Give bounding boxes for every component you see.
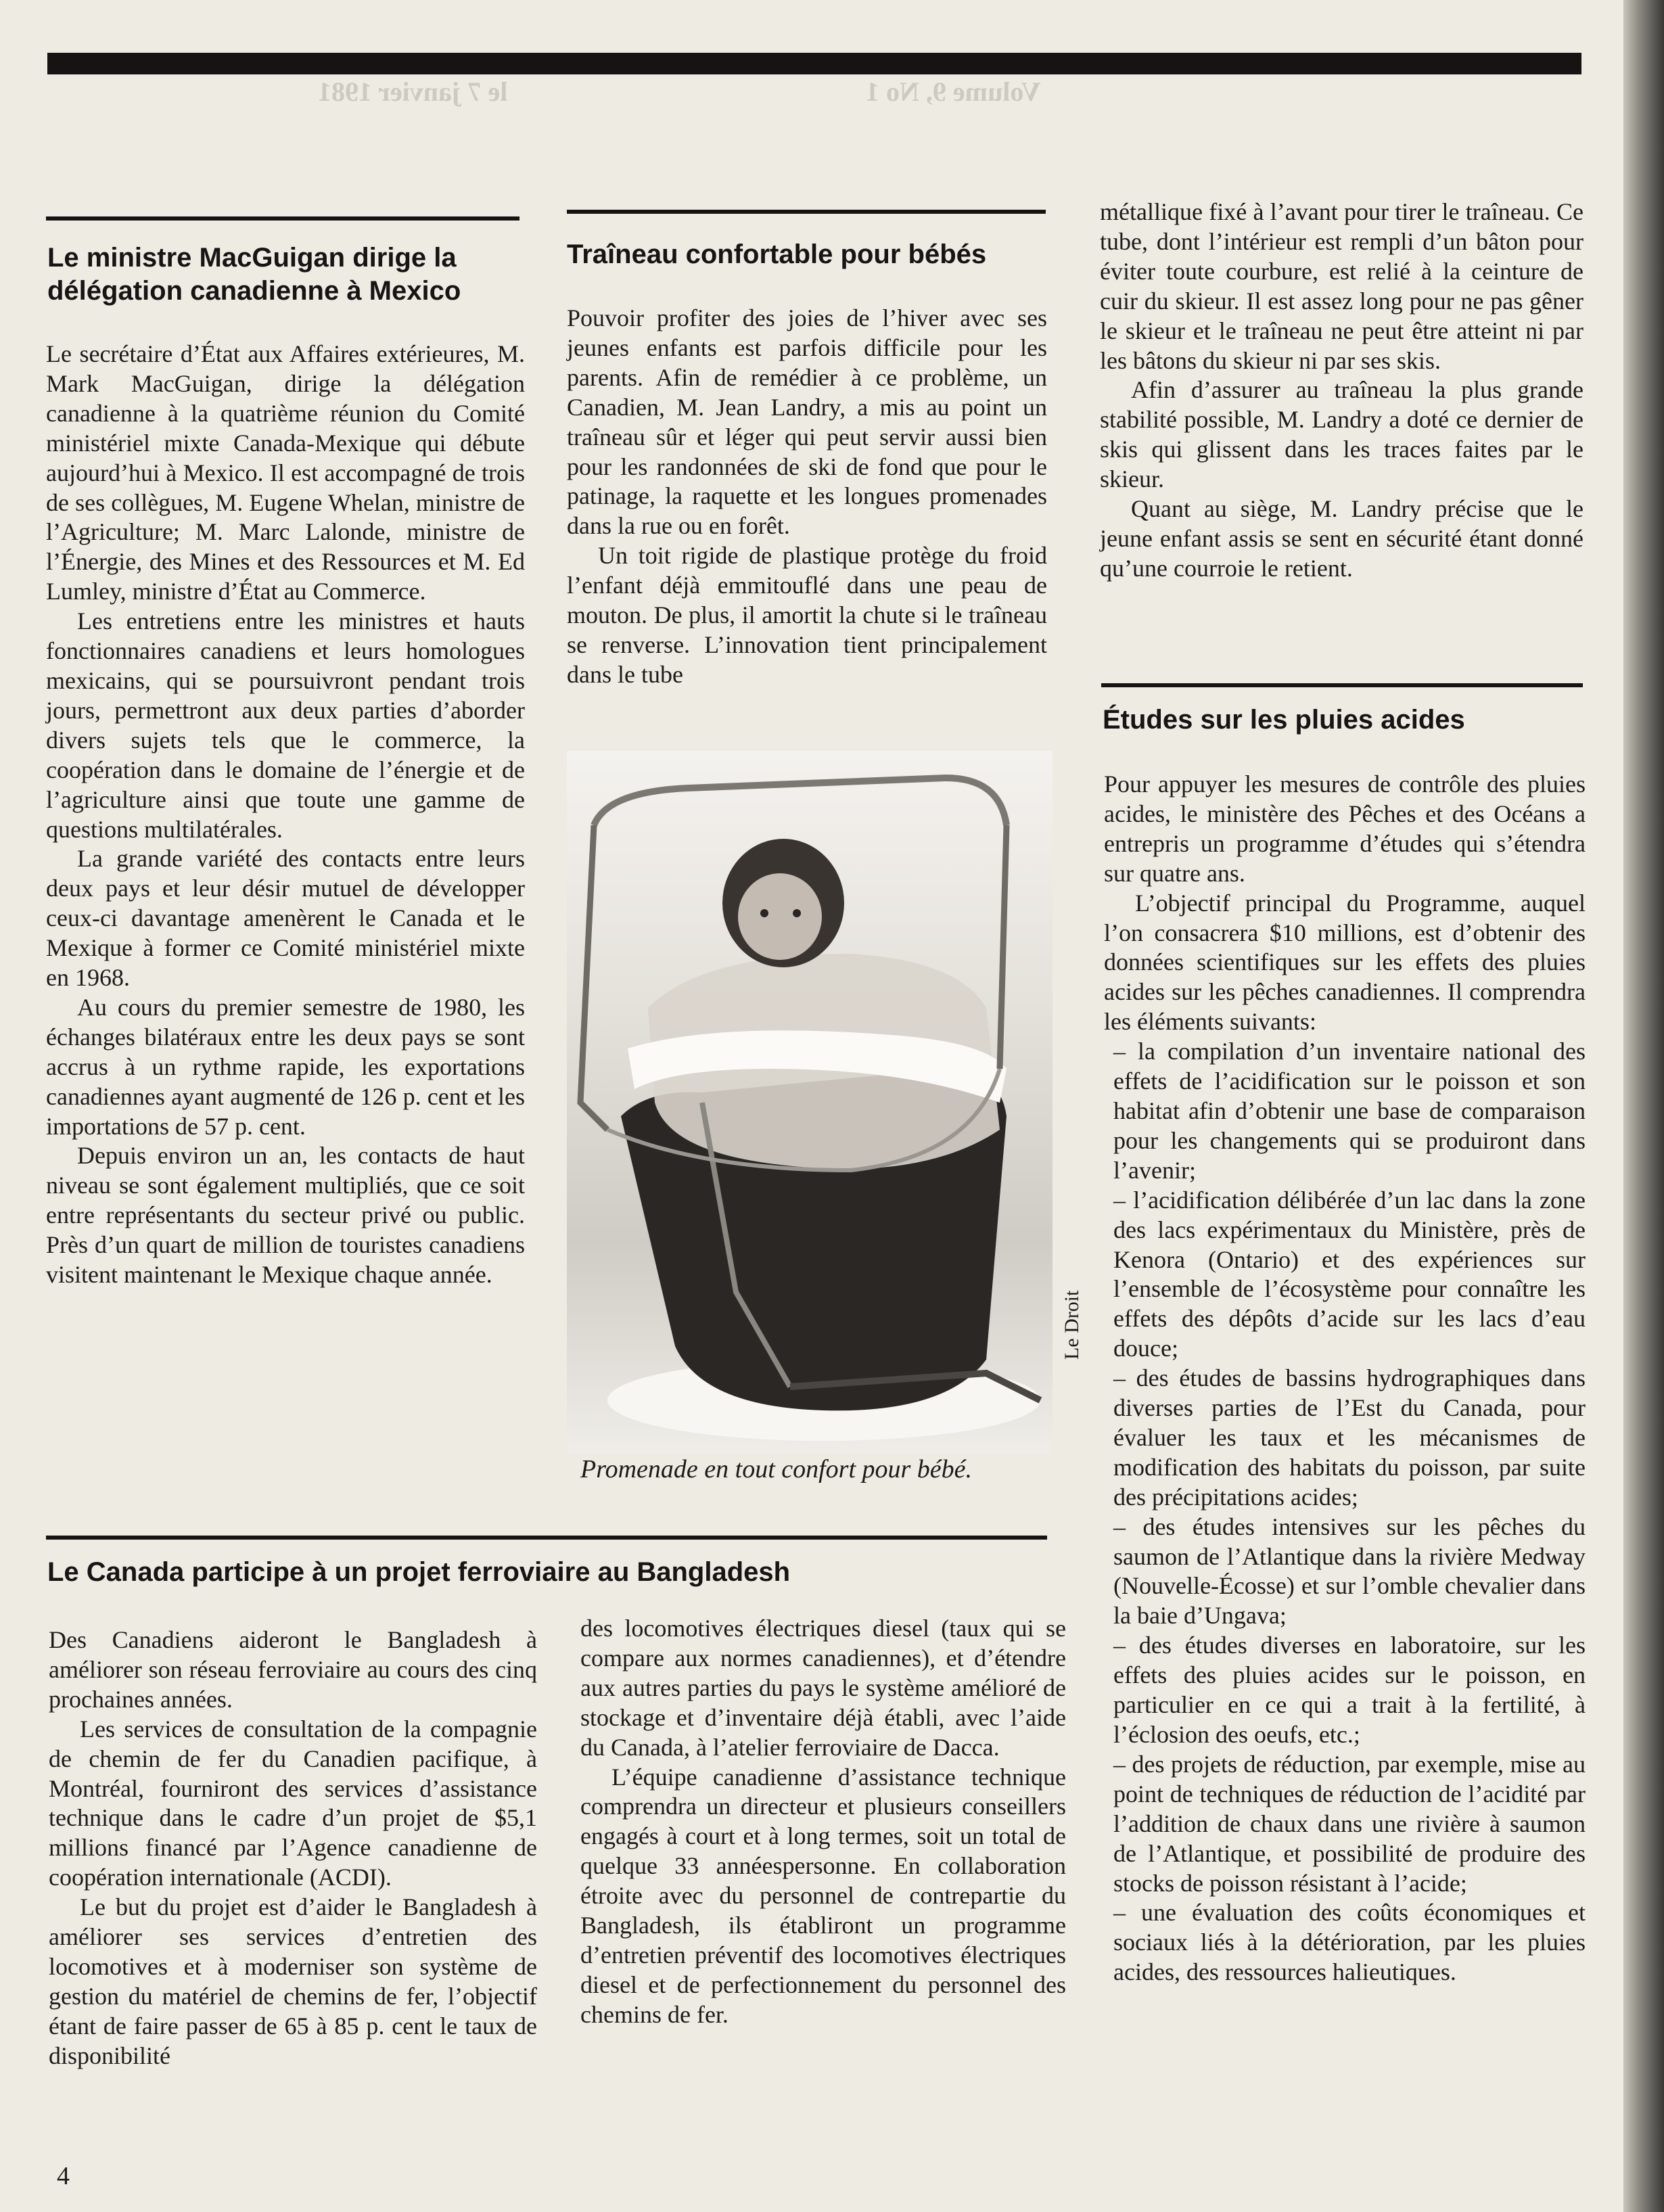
column-bangladesh-1 — [49, 1626, 537, 2071]
paragraph: Les services de consultation de la compagnie de chemin de fer du Canadien pacifique, à Montréal, fourniront des services d’assistance technique dans le cadre d’un projet de $5,1 millions financé par l’Agence canadienne de coopération internationale (ACDI). — [49, 1715, 537, 1891]
sled-illustration — [567, 751, 1053, 1453]
list-item: – des projets de réduction, par exemple, mise au point de techniques de réduction de l’acidité par l’addition de chaux dans une rivière à saumon de l’Atlantique, et possibilité de produire des stocks de poisson résistant à l’acide; — [1113, 1750, 1586, 1897]
paragraph: Quant au siège, M. Landry précise que le jeune enfant assis se sent en sécurité étant donné qu’une courroie le retient. — [1100, 495, 1584, 582]
paragraph: Le but du projet est d’aider le Bangladesh à améliorer ses services d’entretien des locomotives et à moderniser son système de gestion du matériel de chemins de fer, l’objectif étant de faire passer de 65 à 85 p. cent le taux de disponibilité — [49, 1893, 537, 2069]
page-number: 4 — [57, 2162, 70, 2190]
column-bangladesh-2 — [580, 1614, 1066, 2030]
rule-bangladesh — [46, 1536, 1047, 1540]
paragraph: Pouvoir profiter des joies de l’hiver avec ses jeunes enfants est parfois difficile pour les parents. Afin de remédier à ce problème, un Canadien, M. Jean Landry, a mis au point un traîneau sûr et léger qui peut servir aussi bien pour les randonnées de ski de fond que pour le patinage, la raquette et les longues promenades dans la rue ou en forêt. — [567, 304, 1047, 540]
list-item: – l’acidification délibérée d’un lac dans la zone des lacs expérimentaux du Ministère, près de Kenora (Ontario) et des expériences sur l’ensemble de l’écosystème pour connaître les effets des dépôts d’acide sur les lacs d’eau douce; — [1113, 1186, 1586, 1362]
headline-bangladesh: Le Canada participe à un projet ferroviaire au Bangladesh — [47, 1557, 791, 1587]
paragraph: Depuis environ un an, les contacts de haut niveau se sont également multipliés, que ce soit entre représentants du secteur privé ou public. Près d’un quart de million de touristes canadiens visitent maintenant le Mexique chaque année. — [46, 1142, 525, 1289]
headline-mexico: Le ministre MacGuigan dirige la délégation canadienne à Mexico — [47, 243, 461, 306]
list-item: – la compilation d’un inventaire national des effets de l’acidification sur le poisson et son habitat afin d’obtenir une base de comparaison pour les changements qui se produiront dans l’avenir; — [1113, 1038, 1586, 1184]
paragraph: Des Canadiens aideront le Bangladesh à améliorer son réseau ferroviaire au cours des cinq prochaines années. — [49, 1626, 537, 1713]
paragraph: L’équipe canadienne d’assistance technique comprendra un directeur et plusieurs conseillers engagés à court et à long termes, soit un total de quelque 33 annéespersonne. En collaboration étroite avec du personnel de contrepartie du Bangladesh, ils établiront un programme d’entretien préventif des locomotives électriques diesel et de perfectionnement du personnel des chemins de fer. — [580, 1763, 1066, 2028]
ghost-date: le 7 janvier 1981 — [318, 76, 508, 107]
column-traineau-continued — [1100, 198, 1584, 584]
column-mexico — [46, 340, 525, 1290]
column-traineau — [567, 304, 1047, 690]
column-pluies — [1104, 770, 1586, 1987]
paragraph: L’objectif principal du Programme, auquel l’on consacrera $10 millions, est d’obtenir des données scientifiques sur les effets des pluies acides sur les pêches canadiennes. Il comprendra les éléments suivants: — [1104, 889, 1586, 1036]
paragraph: La grande variété des contacts entre leurs deux pays et leur désir mutuel de développer ceux-ci davantage amenèrent le Canada et le Mexique à former ce Comité ministériel mixte en 1968. — [46, 845, 525, 992]
paragraph: Le secrétaire d’État aux Affaires extérieures, M. Mark MacGuigan, dirige la délégation canadienne à la quatrième réunion du Comité ministériel mixte Canada-Mexique qui débute aujourd’hui à Mexico. Il est accompagné de trois de ses collègues, M. Eugene Whelan, ministre de l’Agriculture; M. Marc Lalonde, ministre de l’Énergie, des Mines et des Ressources et M. Ed Lumley, ministre d’État au Commerce. — [46, 340, 525, 605]
rule-mexico — [46, 216, 519, 221]
rule-pluies — [1101, 683, 1583, 687]
paragraph: métallique fixé à l’avant pour tirer le traîneau. Ce tube, dont l’intérieur est rempli d’un bâton pour éviter toute courbure, est relié à la ceinture de cuir du skieur. Il est assez long pour ne pas gêner le skieur et le traîneau ne peut être atteint ni par les bâtons du skieur ni par ses skis. — [1100, 198, 1584, 374]
page-edge — [1623, 0, 1664, 2212]
photo-baby-sled — [567, 751, 1053, 1453]
paragraph: Au cours du premier semestre de 1980, les échanges bilatéraux entre les deux pays se sont accrus à un rythme rapide, les exportations canadiennes ayant augmenté de 126 p. cent et les importations de 57 p. cent. — [46, 993, 525, 1140]
paragraph: Les entretiens entre les ministres et hauts fonctionnaires canadiens et leurs homologues mexicains, qui se poursuivront pendant trois jours, permettront aux deux parties d’aborder divers sujets tels que le commerce, la coopération dans le domaine de l’énergie et de l’agriculture ainsi que toute une gamme de questions multilatérales. — [46, 607, 525, 843]
paragraph: Pour appuyer les mesures de contrôle des pluies acides, le ministère des Pêches et des Océans a entrepris un programme d’études qui s’étendra sur quatre ans. — [1104, 770, 1586, 887]
top-rule — [47, 53, 1581, 74]
list-item: – des études intensives sur les pêches du saumon de l’Atlantique dans la rivière Medway (Nouvelle-Écosse) et sur l’omble chevalier dans la baie d’Ungava; — [1113, 1513, 1586, 1630]
paragraph: Afin d’assurer au traîneau la plus grande stabilité possible, M. Landry a doté ce dernier de skis qui glissent dans les traces faites par le skieur. — [1100, 376, 1584, 493]
rule-traineau — [567, 210, 1046, 214]
headline-traineau: Traîneau confortable pour bébés — [567, 239, 987, 269]
paragraph: Un toit rigide de plastique protège du froid l’enfant déjà emmitouflé dans une peau de mouton. De plus, il amortit la chute si le traîneau se renverse. L’innovation tient principalement dans le tube — [567, 542, 1047, 688]
paragraph: des locomotives électriques diesel (taux qui se compare aux normes canadiennes), et d’étendre aux autres parties du pays le système amélioré de stockage et d’inventaire déjà établi, avec l’aide du Canada, à l’atelier ferroviaire de Dacca. — [580, 1615, 1066, 1761]
headline-pluies: Études sur les pluies acides — [1103, 705, 1465, 735]
list-item: – des études diverses en laboratoire, sur les effets des pluies acides sur le poisson, en particulier en ce qui a trait à la fertilité, à l’éclosion des oeufs, etc.; — [1113, 1632, 1586, 1748]
list-item: – une évaluation des coûts économiques et sociaux liés à la détérioration, par les pluies acides, des ressources halieutiques. — [1113, 1899, 1586, 1986]
photo-credit: Le Droit — [1061, 1290, 1083, 1360]
list-item: – des études de bassins hydrographiques dans diverses parties de l’Est du Canada, pour évaluer les taux et les mécanismes de modification des habitats du poisson, par suite des précipitations acides; — [1113, 1364, 1586, 1511]
photo-caption: Promenade en tout confort pour bébé. — [580, 1455, 973, 1483]
ghost-volume: Volume 9, No 1 — [866, 76, 1041, 107]
